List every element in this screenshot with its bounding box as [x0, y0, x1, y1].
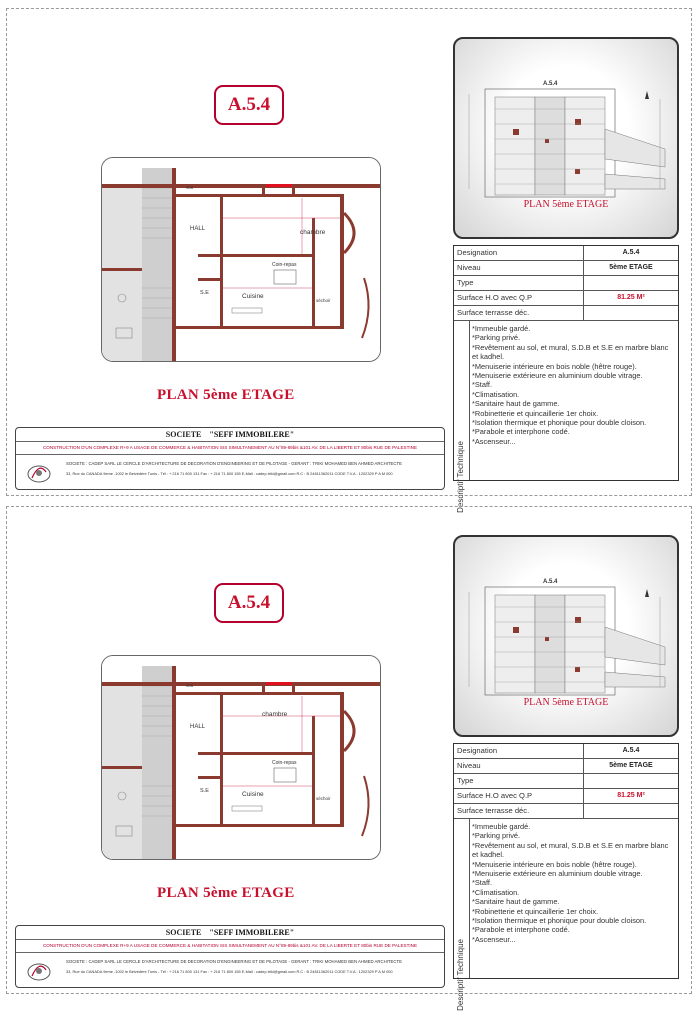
- room-label-sechoir: séchoir: [316, 796, 331, 801]
- spec-row-surface: Surface H.O avec Q.P 81.25 M²: [454, 789, 678, 804]
- room-label-chambre: chambre: [262, 711, 288, 718]
- spec-table: [453, 743, 679, 1011]
- title-block-client-row: [16, 926, 444, 940]
- architect-line: SOCIETE : CADEP SARL LE CERCLE D'ARCHITECTURE DE DECORATION D'ENGINEERING ET DE PILOTAGE - GERANT : TRIKI MOHAMED BEN AHMED ARCHITECTE: [66, 959, 402, 964]
- apartment-code-badge: A.5.4: [214, 583, 284, 623]
- plan-sheet: [6, 506, 692, 1011]
- project-description: CONSTRUCTION D'UN COMPLEXE R+9 A USAGE DE COMMERCE & HABITATION SIS SIMULTANEMENT AU N°89-89bis &101 AV. DE LA LIBERTE ET 80bis RUE DE PALESTINE: [16, 442, 444, 455]
- architect-logo-icon: [26, 958, 52, 984]
- feature-item: *Robinetterie et quincaillerie 1er choix.: [472, 408, 599, 418]
- spec-row-type: Type: [454, 774, 678, 789]
- feature-list: [472, 822, 674, 944]
- architect-logo-icon: [26, 460, 52, 486]
- feature-item: *Menuiserie intérieure en bois noble (hêtre rouge).: [472, 361, 637, 371]
- title-block-architect-row: [16, 455, 444, 491]
- site-plan-caption: PLAN 5ème ETAGE: [523, 697, 609, 708]
- site-plan-caption: PLAN 5ème ETAGE: [523, 199, 609, 210]
- spec-row-terrasse: Surface terrasse déc.: [454, 306, 678, 321]
- room-label-cuisine: Cuisine: [242, 293, 264, 300]
- room-label-se: S.E: [200, 290, 209, 296]
- feature-item: *Immeuble gardé.: [472, 324, 531, 333]
- feature-item: *Climatisation.: [472, 389, 520, 399]
- spec-row-terrasse: Surface terrasse déc.: [454, 804, 678, 819]
- feature-item: *Climatisation.: [472, 887, 520, 897]
- stair-core: [142, 168, 172, 361]
- feature-item: *Staff.: [472, 380, 492, 390]
- architect-address: 33, Rue du CANADA 9eme -1002 le Belvédère Tunis - Tél : + 216 71 800 131 Fax : + 216 71 800 155 E-Mail : cadep.triki@gmail.com R.C : B 24811362011 CODE T.V.A : 1202329 P A M 000: [66, 969, 393, 974]
- room-label-chambre: chambre: [300, 229, 326, 236]
- feature-item: *Staff.: [472, 878, 492, 888]
- feature-item: *Menuiserie extérieure en aluminium double vitrage.: [472, 869, 643, 879]
- societe-label: SOCIETE: [165, 928, 202, 937]
- feature-item: *Parking privé.: [472, 333, 521, 343]
- spec-table: [453, 245, 679, 513]
- feature-item: *Parabole et interphone codé.: [472, 925, 570, 935]
- feature-item: *Isolation thermique et phonique pour double cloison.: [472, 418, 647, 428]
- feature-item: *Robinetterie et quincaillerie 1er choix.: [472, 906, 599, 916]
- room-label-hall: HALL: [190, 226, 206, 232]
- feature-list: [472, 324, 674, 446]
- spec-row-type: Type: [454, 276, 678, 291]
- feature-item: *Immeuble gardé.: [472, 822, 531, 831]
- client-name: "SEFF IMMOBILERE": [209, 928, 295, 937]
- spec-row-niveau: Niveau 5ème ETAGE: [454, 759, 678, 774]
- architect-address: 33, Rue du CANADA 9eme -1002 le Belvédère Tunis - Tél : + 216 71 800 131 Fax : + 216 71 800 155 E-Mail : cadep.triki@gmail.com R.C : B 24811362011 CODE T.V.A : 1202329 P A M 000: [66, 471, 393, 476]
- technical-description-label: Descriptif Technique: [456, 441, 465, 513]
- room-label-sdb: SDB: [186, 186, 194, 190]
- floor-plan: [101, 157, 381, 362]
- room-label-sechoir: séchoir: [316, 298, 331, 303]
- room-label-cuisine: Cuisine: [242, 791, 264, 798]
- title-block-client-row: [16, 428, 444, 442]
- neighbor-unit: [102, 682, 142, 859]
- technical-description: [454, 819, 678, 1011]
- site-plan: [453, 535, 679, 737]
- spec-row-designation: Designation A.5.4: [454, 246, 678, 261]
- feature-item: *Ascenseur...: [472, 934, 516, 944]
- spec-row-designation: Designation A.5.4: [454, 744, 678, 759]
- spec-row-niveau: Niveau 5ème ETAGE: [454, 261, 678, 276]
- architect-line: SOCIETE : CADEP SARL LE CERCLE D'ARCHITECTURE DE DECORATION D'ENGINEERING ET DE PILOTAGE - GERANT : TRIKI MOHAMED BEN AHMED ARCHITECTE: [66, 461, 402, 466]
- project-description: CONSTRUCTION D'UN COMPLEXE R+9 A USAGE DE COMMERCE & HABITATION SIS SIMULTANEMENT AU N°89-89bis &101 AV. DE LA LIBERTE ET 80bis RUE DE PALESTINE: [16, 940, 444, 953]
- room-label-coin-repas: Coin-repas: [272, 760, 297, 766]
- feature-item: *Parking privé.: [472, 831, 521, 841]
- floor-plan: [101, 655, 381, 860]
- spec-row-surface: Surface H.O avec Q.P 81.25 M²: [454, 291, 678, 306]
- plan-title: PLAN 5ème ETAGE: [157, 885, 295, 901]
- feature-item: *Menuiserie intérieure en bois noble (hêtre rouge).: [472, 859, 637, 869]
- neighbor-unit: [102, 184, 142, 361]
- feature-item: *Sanitaire haut de gamme.: [472, 897, 560, 907]
- floor-plan-drawing: [102, 158, 380, 361]
- room-label-se: S.E: [200, 788, 209, 794]
- plan-sheet: [6, 8, 692, 513]
- technical-description-label: Descriptif Technique: [456, 939, 465, 1011]
- room-label-coin-repas: Coin-repas: [272, 262, 297, 268]
- client-name: "SEFF IMMOBILERE": [209, 430, 295, 439]
- societe-label: SOCIETE: [165, 430, 202, 439]
- floor-plan-drawing: [102, 656, 380, 859]
- site-unit-label: A.5.4: [543, 579, 558, 585]
- title-block: [15, 427, 445, 490]
- feature-item: *Revêtement au sol, et mural, S.D.B et S.E en marbre blanc et kadhel.: [472, 342, 669, 362]
- site-plan: [453, 37, 679, 239]
- stair-core: [142, 666, 172, 859]
- title-block-architect-row: [16, 953, 444, 989]
- feature-item: *Sanitaire haut de gamme.: [472, 399, 560, 409]
- feature-item: *Revêtement au sol, et mural, S.D.B et S.E en marbre blanc et kadhel.: [472, 840, 669, 860]
- feature-item: *Isolation thermique et phonique pour double cloison.: [472, 916, 647, 926]
- room-label-hall: HALL: [190, 724, 206, 730]
- feature-item: *Ascenseur...: [472, 436, 516, 446]
- title-block: [15, 925, 445, 988]
- site-unit-label: A.5.4: [543, 81, 558, 87]
- apartment-code-badge: A.5.4: [214, 85, 284, 125]
- plan-title: PLAN 5ème ETAGE: [157, 387, 295, 403]
- technical-description: [454, 321, 678, 513]
- feature-item: *Parabole et interphone codé.: [472, 427, 570, 437]
- feature-item: *Menuiserie extérieure en aluminium double vitrage.: [472, 371, 643, 381]
- room-label-sdb: SDB: [186, 684, 194, 688]
